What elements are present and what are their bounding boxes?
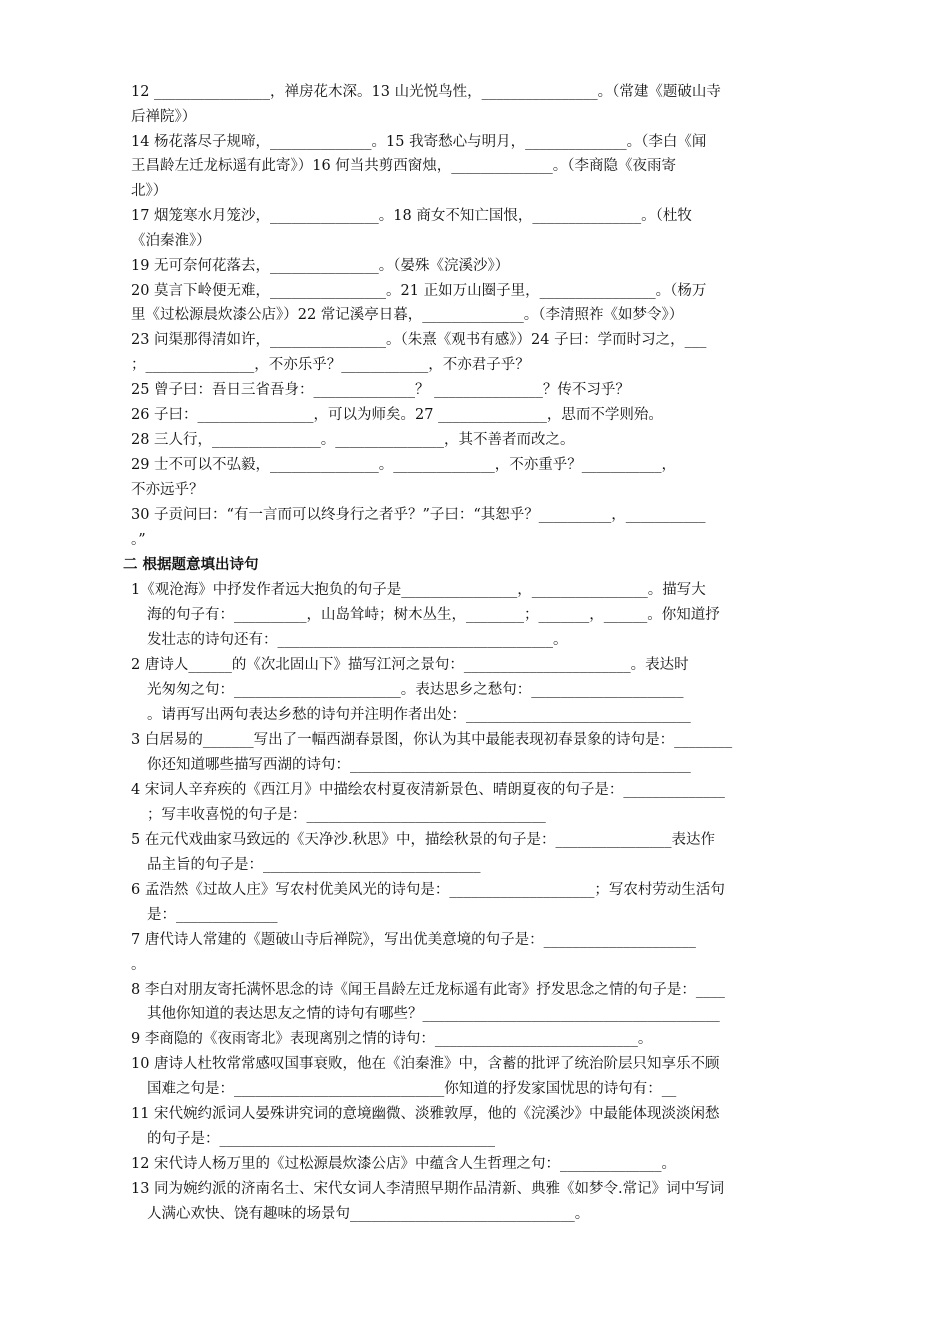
section2-line: 。 bbox=[131, 957, 146, 973]
section1-line: 26 子曰：________________，可以为师矣。27 _______________，思而不学则殆。 bbox=[131, 407, 663, 423]
section2-line: 1《观沧海》中抒发作者远大抱负的句子是________________，________________。描写大 bbox=[131, 582, 706, 598]
section2-line: 发壮志的诗句还有：______________________________________。 bbox=[147, 632, 568, 648]
section1-line: 28 三人行，_______________。_______________，其不善者而改之。 bbox=[131, 432, 575, 448]
section2-line: 6 孟浩然《过故人庄》写农村优美风光的诗句是：____________________；写农村劳动生活句 bbox=[131, 882, 725, 898]
section2-line: 4 宋词人辛弃疾的《西江月》中描绘农村夏夜清新景色、晴朗夏夜的句子是：______________ bbox=[131, 782, 725, 798]
section1-line: 里《过松源晨炊漆公店》）22 常记溪亭日暮，______________。（李清照祚《如梦令》） bbox=[131, 307, 684, 323]
section2-line: 你还知道哪些描写西湖的诗句：_______________________________________________ bbox=[147, 757, 691, 773]
section2-line: 11 宋代婉约派词人晏殊讲究词的意境幽微、淡雅敦厚，他的《浣溪沙》中最能体现淡淡闲愁 bbox=[131, 1106, 720, 1122]
section2-line: ；写丰收喜悦的句子是：_________________________________ bbox=[147, 807, 546, 823]
section2-heading: 二 根据题意填出诗句 bbox=[123, 557, 259, 573]
section2-line: 国难之句是：_____________________________你知道的抒发家国忧思的诗句有：__ bbox=[147, 1081, 677, 1097]
section2-line: 人满心欢快、饶有趣味的场景句_______________________________。 bbox=[147, 1206, 590, 1222]
section1-line: 17 烟笼寒水月笼沙，_______________。18 商女不知亡国恨，_______________。（杜牧 bbox=[131, 208, 692, 224]
section2-line: 海的句子有：__________，山岛耸峙；树木丛生，________；_______，______。你知道抒 bbox=[147, 607, 720, 623]
section2-line: 。请再写出两句表达乡愁的诗句并注明作者出处：_______________________________ bbox=[147, 707, 691, 723]
section1-line: 北》） bbox=[131, 183, 168, 199]
section1-line: 30 子贡问曰：“有一言而可以终身行之者乎？”子曰：“其恕乎？__________，___________ bbox=[131, 507, 706, 523]
section2-line: 3 白居易的_______写出了一幅西湖春景图，你认为其中最能表现初春景象的诗句是：________ bbox=[131, 732, 733, 748]
section2-line: 9 李商隐的《夜雨寄北》表现离别之情的诗句：____________________________。 bbox=[131, 1031, 653, 1047]
section1-line: 不亦远乎？ bbox=[131, 482, 204, 498]
section1-line: 25 曾子曰：吾日三省吾身：______________？ _______________？传不习乎？ bbox=[131, 382, 630, 398]
section2-line: 12 宋代诗人杨万里的《过松源晨炊漆公店》中蕴含人生哲理之句：______________。 bbox=[131, 1156, 677, 1172]
section1-line: 后禅院》） bbox=[131, 109, 197, 125]
section2-line: 的句子是：______________________________________ bbox=[147, 1131, 495, 1147]
section1-line: 20 莫言下岭便无难，________________。21 正如万山圈子里，________________。（杨万 bbox=[131, 283, 707, 299]
section2-line: 13 同为婉约派的济南名士、宋代女词人李清照早期作品清新、典雅《如梦令.常记》词中写词 bbox=[131, 1181, 725, 1197]
section2-line: 5 在元代戏曲家马致远的《天净沙.秋思》中，描绘秋景的句子是：________________表达作 bbox=[131, 832, 715, 848]
section1-line: 12 ________________，禅房花木深。13 山光悦鸟性，________________。（常建《题破山寺 bbox=[131, 84, 721, 100]
section1-line: 19 无可奈何花落去，_______________。（晏殊《浣溪沙》） bbox=[131, 258, 510, 274]
section1-line: 王昌龄左迁龙标遥有此寄》）16 何当共剪西窗烛，______________。（李商隐《夜雨寄 bbox=[131, 158, 677, 174]
section2-line: 光匆匆之句：_______________________。表达思乡之愁句：_____________________ bbox=[147, 682, 684, 698]
section2-line: 其他你知道的表达思友之情的诗句有哪些？_________________________________________ bbox=[147, 1006, 720, 1022]
section1-line: 14 杨花落尽子规啼，______________。15 我寄愁心与明月，______________。（李白《闻 bbox=[131, 134, 707, 150]
section1-line: 29 士不可以不弘毅，_______________。______________，不亦重乎？___________， bbox=[131, 457, 677, 473]
section2-line: 品主旨的句子是：______________________________ bbox=[147, 857, 481, 873]
section2-line: 7 唐代诗人常建的《题破山寺后禅院》，写出优美意境的句子是：_____________________ bbox=[131, 932, 696, 948]
section1-line: 。” bbox=[131, 532, 146, 548]
section1-line: 《泊秦淮》） bbox=[131, 233, 211, 249]
section2-line: 8 李白对朋友寄托满怀思念的诗《闻王昌龄左迁龙标遥有此寄》抒发思念之情的句子是：____ bbox=[131, 982, 725, 998]
section1-line: ；_______________，不亦乐乎？____________，不亦君子乎？ bbox=[131, 357, 530, 373]
section2-line: 是：______________ bbox=[147, 907, 278, 923]
section2-line: 10 唐诗人杜牧常常感叹国事衰败，他在《泊秦淮》中，含蓄的批评了统治阶层只知享乐不顾 bbox=[131, 1056, 720, 1072]
section2-line: 2 唐诗人______的《次北固山下》描写江河之景句：_______________________。表达时 bbox=[131, 657, 689, 673]
section1-line: 23 问渠那得清如许，________________。（朱熹《观书有感》）24 子曰：学而时习之，___ bbox=[131, 332, 707, 348]
